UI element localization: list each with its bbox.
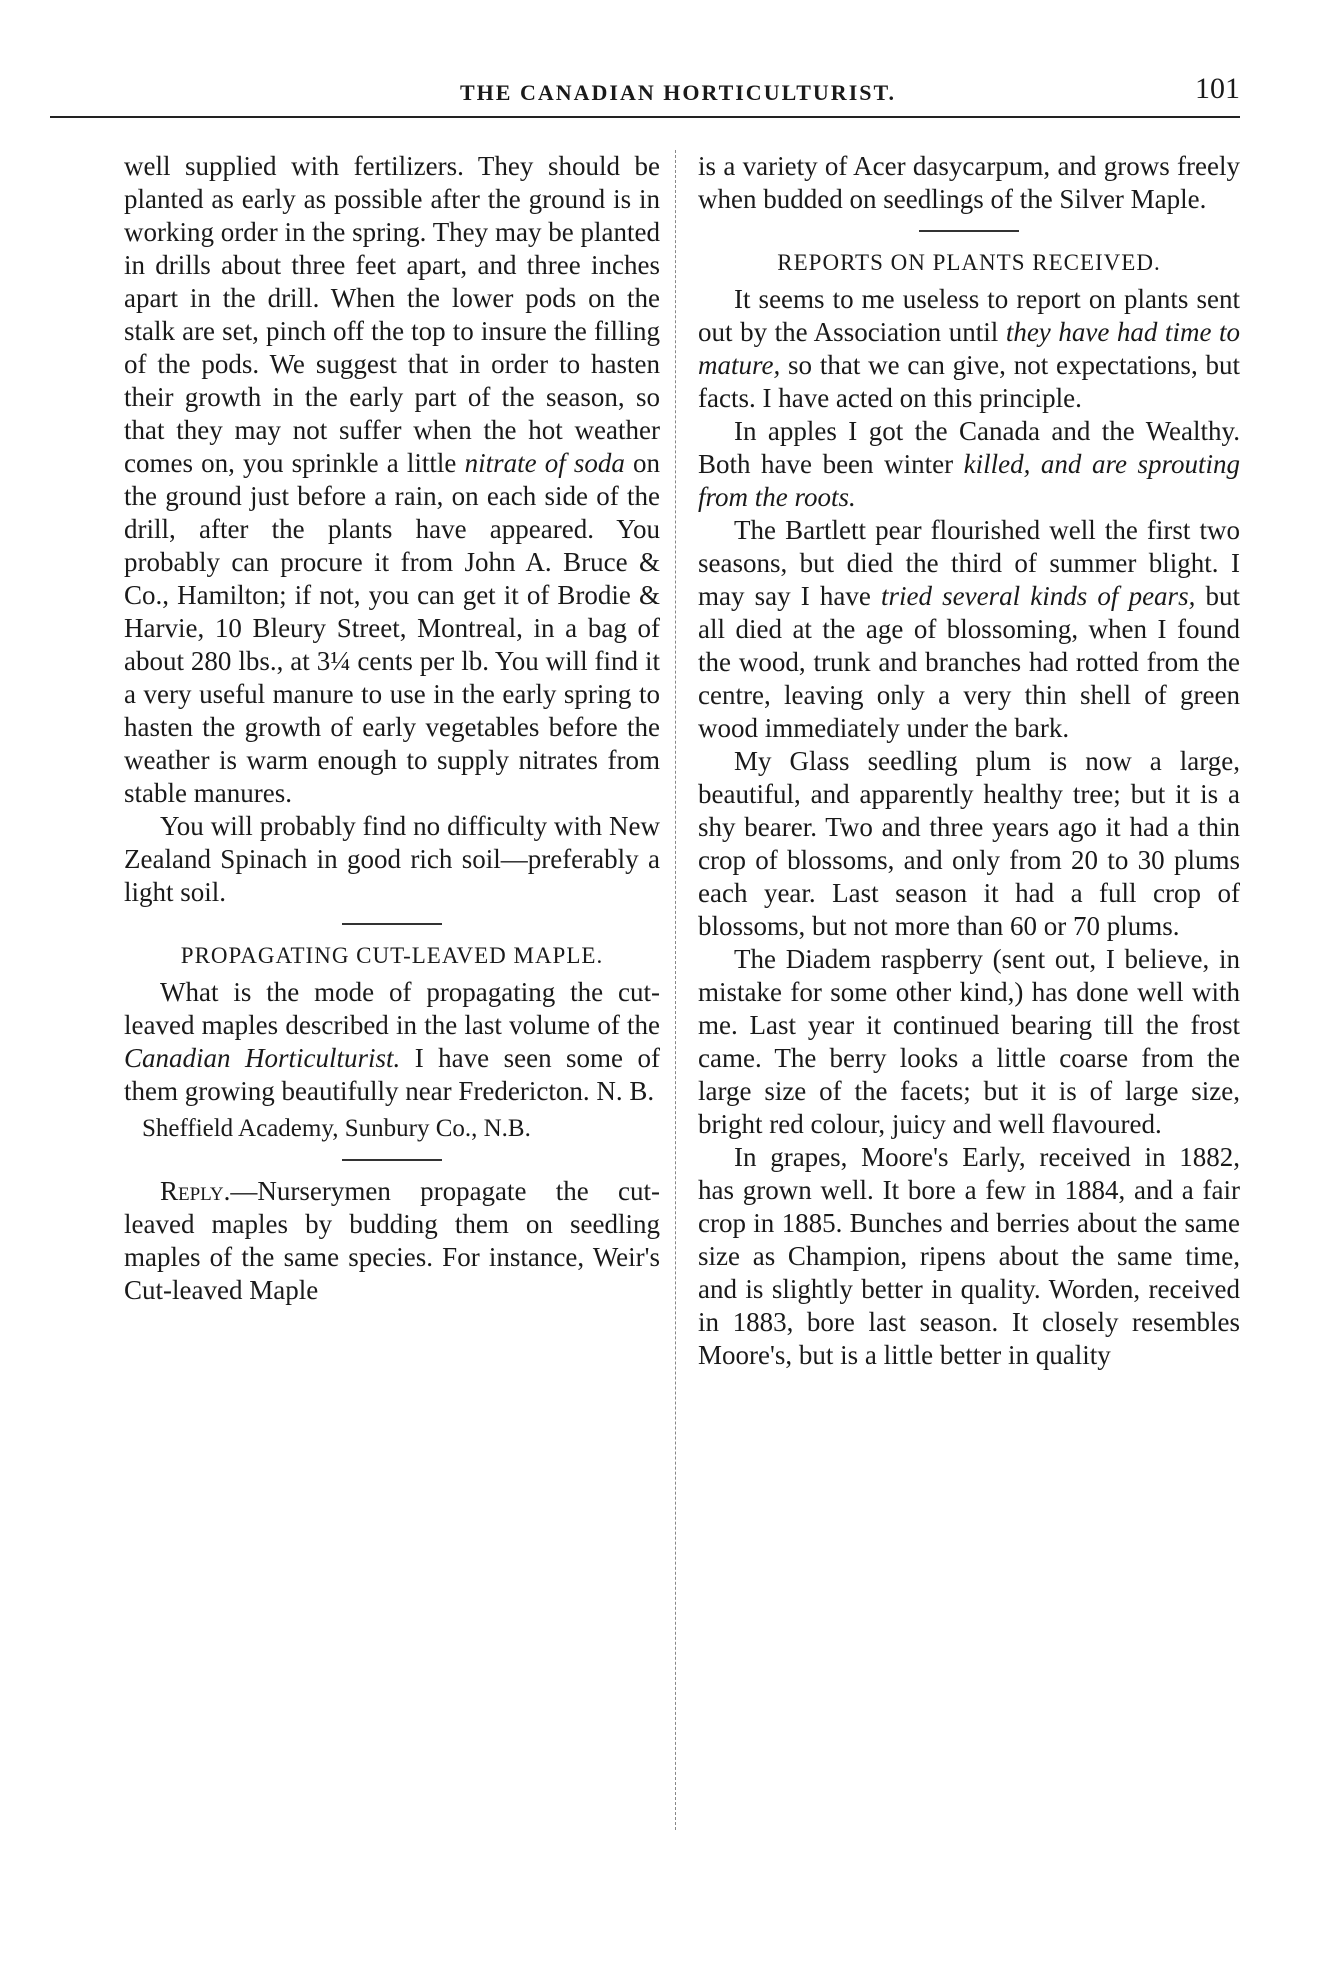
- right-column: [698, 150, 1240, 1372]
- spinach-paragraph: You will probably find no difficulty with New Zealand Spinach in good rich soil—preferably a light soil.: [124, 811, 660, 907]
- plum-paragraph: My Glass seedling plum is now a large, beautiful, and apparently healthy tree; but it is a shy bearer. Two and three years ago it had a thin crop of blossoms, and only from 20 to 30 plums each year. Last season it had a full crop of blossoms, but not more than 60 or 70 plums.: [698, 746, 1240, 941]
- maple-continuation: is a variety of Acer dasycarpum, and grows freely when budded on seedlings of the Silver Maple.: [698, 151, 1240, 214]
- section-divider-right: [919, 230, 1019, 232]
- page-header: [130, 68, 1240, 116]
- maple-reply: Reply.—Nurserymen propagate the cut-leaved maples by budding them on seedling maples of the same species. For instance, Weir's Cut-leaved Maple: [124, 1176, 660, 1305]
- column-divider: [675, 150, 676, 1830]
- section-divider: [342, 923, 442, 925]
- pear-paragraph: The Bartlett pear flourished well the first two seasons, but died the third of summer blight. I may say I have tried several kinds of pears, but all died at the age of blossoming, when I found the wood, trunk and branches had rotted from the centre, leaving only a very thin shell of green wood immediately under the bark.: [698, 515, 1240, 743]
- maple-section-heading: PROPAGATING CUT-LEAVED MAPLE.: [180, 943, 604, 968]
- maple-question: What is the mode of propagating the cut-leaved maples described in the last volume of the Canadian Horticulturist. I have seen some of them growing beautifully near Fredericton. N. B.: [124, 977, 660, 1106]
- raspberry-paragraph: The Diadem raspberry (sent out, I believe, in mistake for some other kind,) has done well with me. Last year it continued bearing till the frost came. The berry looks a little coarse from the large size of the facets; but it is of large size, bright red colour, juicy and well flavoured.: [698, 944, 1240, 1139]
- running-title: THE CANADIAN HORTICULTURIST.: [460, 80, 897, 105]
- left-column: [124, 150, 660, 1307]
- apples-paragraph: In apples I got the Canada and the Wealthy. Both have been winter killed, and are sprouting from the roots.: [698, 416, 1240, 512]
- page-number: 101: [1195, 72, 1240, 105]
- reply-divider: [342, 1159, 442, 1161]
- reports-intro: It seems to me useless to report on plants sent out by the Association until they have had time to mature, so that we can give, not expectations, but facts. I have acted on this principle.: [698, 284, 1240, 413]
- fertilizer-paragraph: well supplied with fertilizers. They should be planted as early as possible after the ground is in working order in the spring. They may be planted in drills about three feet apart, and three inches apart in the drill. When the lower pods on the stalk are set, pinch off the top to insure the filling of the pods. We suggest that in order to hasten their growth in the early part of the season, so that they may not suffer when the hot weather comes on, you sprinkle a little nitrate of soda on the ground just before a rain, on each side of the drill, after the plants have appeared. You probably can procure it from John A. Bruce & Co., Hamilton; if not, you can get it of Brodie & Harvie, 10 Bleury Street, Montreal, in a bag of about 280 lbs., at 3¼ cents per lb. You will find it a very useful manure to use in the early spring to hasten the growth of early vegetables before the weather is warm enough to supply nitrates from stable manures.: [124, 151, 661, 808]
- header-rule: [50, 116, 1240, 118]
- reports-section-heading: REPORTS ON PLANTS RECEIVED.: [777, 250, 1161, 275]
- grapes-paragraph: In grapes, Moore's Early, received in 1882, has grown well. It bore a few in 1884, and a fair crop in 1885. Bunches and berries about the same size as Champion, ripens about the same time, and is slightly better in quality. Worden, received in 1883, bore last season. It closely resembles Moore's, but is a little better in quality: [698, 1142, 1240, 1370]
- question-signature: Sheffield Academy, Sunbury Co., N.B.: [142, 1115, 531, 1142]
